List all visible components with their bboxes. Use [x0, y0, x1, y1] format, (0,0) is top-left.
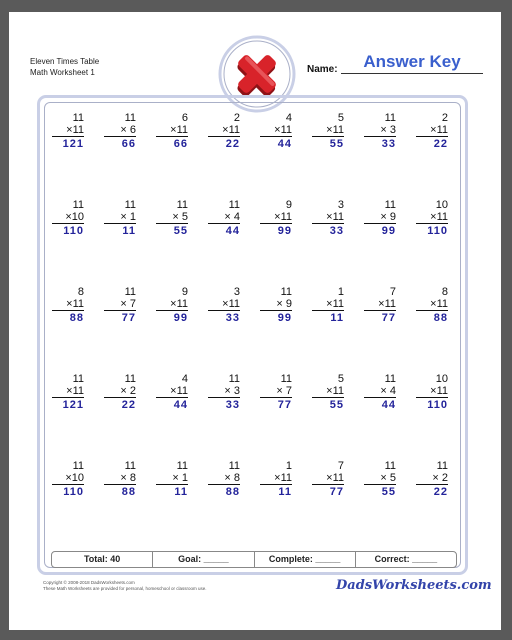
problem-top-factor: 9 — [285, 199, 292, 211]
problem-top-factor: 3 — [337, 199, 344, 211]
problem-top-factor: 11 — [436, 460, 448, 472]
brand-logo: DadsWorksheets.com — [336, 578, 492, 593]
multiplication-problem — [196, 286, 248, 373]
multiplication-problem — [404, 112, 456, 199]
problem-answer: 110 — [427, 399, 448, 411]
problem-top-factor: 7 — [337, 460, 344, 472]
problem-bottom-factor: × 4 — [364, 385, 396, 398]
problem-top-factor: 8 — [77, 286, 84, 298]
multiplication-problem — [300, 460, 352, 547]
problem-answer: 88 — [69, 312, 84, 324]
problem-answer: 22 — [433, 486, 448, 498]
problem-bottom-factor: × 3 — [364, 124, 396, 137]
problem-answer: 77 — [329, 486, 344, 498]
multiplication-problem — [300, 286, 352, 373]
problem-top-factor: 8 — [441, 286, 448, 298]
problem-bottom-factor: ×10 — [52, 472, 84, 485]
problem-bottom-factor: × 7 — [104, 298, 136, 311]
multiplication-problem — [196, 373, 248, 460]
problem-top-factor: 11 — [124, 112, 136, 124]
problem-top-factor: 11 — [176, 460, 188, 472]
multiplication-problem — [404, 286, 456, 373]
problem-answer: 66 — [121, 138, 136, 150]
problem-answer: 88 — [225, 486, 240, 498]
problem-top-factor: 6 — [181, 112, 188, 124]
problem-bottom-factor: ×11 — [364, 298, 396, 311]
problem-bottom-factor: × 5 — [156, 211, 188, 224]
problem-answer: 44 — [277, 138, 292, 150]
problem-answer: 11 — [330, 312, 344, 324]
problem-bottom-factor: ×11 — [208, 298, 240, 311]
multiplication-problem — [144, 112, 196, 199]
problem-top-factor: 11 — [280, 286, 292, 298]
problem-answer: 66 — [173, 138, 188, 150]
name-label: Name: — [307, 64, 338, 75]
multiplication-problem — [248, 199, 300, 286]
problem-bottom-factor: × 8 — [208, 472, 240, 485]
multiplication-problem — [352, 112, 404, 199]
problem-bottom-factor: ×11 — [312, 298, 344, 311]
problem-top-factor: 11 — [124, 373, 136, 385]
problem-bottom-factor: × 8 — [104, 472, 136, 485]
multiplication-problem — [404, 460, 456, 547]
multiplication-problem — [300, 199, 352, 286]
multiplication-problem — [404, 373, 456, 460]
problem-row — [40, 199, 456, 286]
problem-bottom-factor: × 7 — [260, 385, 292, 398]
problem-top-factor: 11 — [384, 112, 396, 124]
correct-field: Correct: _____ — [374, 554, 438, 564]
problem-bottom-factor: ×11 — [156, 124, 188, 137]
problem-bottom-factor: × 1 — [104, 211, 136, 224]
complete-field: Complete: _____ — [255, 552, 356, 567]
problem-top-factor: 11 — [228, 199, 240, 211]
problem-top-factor: 11 — [228, 460, 240, 472]
problem-top-factor: 2 — [233, 112, 240, 124]
problem-answer: 11 — [278, 486, 292, 498]
problem-bottom-factor: ×11 — [416, 385, 448, 398]
problem-bottom-factor: × 6 — [104, 124, 136, 137]
problem-bottom-factor: ×11 — [260, 472, 292, 485]
problem-bottom-factor: ×11 — [312, 124, 344, 137]
problem-top-factor: 3 — [233, 286, 240, 298]
multiplication-problem — [144, 373, 196, 460]
problem-answer: 77 — [381, 312, 396, 324]
problem-answer: 44 — [173, 399, 188, 411]
title-line: Eleven Times Table — [30, 57, 100, 66]
problem-bottom-factor: ×11 — [416, 298, 448, 311]
problem-answer: 55 — [381, 486, 396, 498]
multiplication-problem — [144, 286, 196, 373]
name-underline — [341, 73, 483, 74]
problem-top-factor: 11 — [72, 199, 84, 211]
problem-bottom-factor: ×11 — [312, 472, 344, 485]
multiplication-problem — [40, 460, 92, 547]
problem-top-factor: 11 — [384, 199, 396, 211]
subtitle-line: Math Worksheet 1 — [30, 68, 95, 77]
problem-bottom-factor: ×11 — [260, 124, 292, 137]
problem-bottom-factor: × 2 — [416, 472, 448, 485]
problem-top-factor: 9 — [181, 286, 188, 298]
problem-top-factor: 5 — [337, 373, 344, 385]
problem-top-factor: 11 — [124, 460, 136, 472]
problem-answer: 99 — [381, 225, 396, 237]
problem-answer: 77 — [121, 312, 136, 324]
multiplication-problem — [352, 460, 404, 547]
problem-top-factor: 7 — [389, 286, 396, 298]
problem-answer: 77 — [277, 399, 292, 411]
problem-top-factor: 11 — [124, 286, 136, 298]
problem-top-factor: 10 — [435, 199, 448, 211]
problem-answer: 22 — [433, 138, 448, 150]
problem-top-factor: 2 — [441, 112, 448, 124]
problem-row — [40, 112, 456, 199]
problem-bottom-factor: ×11 — [52, 124, 84, 137]
multiplication-problem — [92, 373, 144, 460]
problem-answer: 22 — [121, 399, 136, 411]
problem-bottom-factor: ×11 — [312, 211, 344, 224]
goal-field: Goal: _____ — [153, 552, 254, 567]
multiplication-problem — [196, 112, 248, 199]
problem-answer: 55 — [173, 225, 188, 237]
problem-row — [40, 286, 456, 373]
multiplication-problem — [92, 112, 144, 199]
multiplication-problem — [248, 460, 300, 547]
problem-bottom-factor: × 4 — [208, 211, 240, 224]
worksheet-title — [30, 56, 99, 78]
problem-answer: 11 — [122, 225, 136, 237]
problem-bottom-factor: ×11 — [156, 298, 188, 311]
multiplication-problem — [92, 460, 144, 547]
problem-answer: 99 — [173, 312, 188, 324]
copyright-line-2: These Math Worksheets are provided for personal, homeschool or classroom use. — [43, 586, 207, 591]
problem-answer: 110 — [63, 486, 84, 498]
problem-answer: 44 — [225, 225, 240, 237]
multiplication-problem — [144, 460, 196, 547]
multiplication-problem — [196, 460, 248, 547]
problem-answer: 110 — [63, 225, 84, 237]
multiplication-problem — [248, 373, 300, 460]
multiplication-problem — [404, 199, 456, 286]
problem-answer: 99 — [277, 312, 292, 324]
problem-bottom-factor: ×11 — [260, 211, 292, 224]
problem-bottom-factor: × 2 — [104, 385, 136, 398]
problem-answer: 33 — [225, 399, 240, 411]
problem-answer: 44 — [381, 399, 396, 411]
multiplication-problem — [40, 199, 92, 286]
problem-bottom-factor: ×11 — [208, 124, 240, 137]
problem-top-factor: 1 — [337, 286, 344, 298]
multiplication-problem — [352, 373, 404, 460]
problem-answer: 99 — [277, 225, 292, 237]
problem-top-factor: 11 — [176, 199, 188, 211]
problem-bottom-factor: ×10 — [52, 211, 84, 224]
problem-bottom-factor: ×11 — [416, 124, 448, 137]
score-box — [51, 551, 457, 568]
problem-top-factor: 4 — [285, 112, 292, 124]
multiplication-problem — [300, 373, 352, 460]
problem-top-factor: 11 — [384, 373, 396, 385]
problem-top-factor: 4 — [181, 373, 188, 385]
problem-answer: 110 — [427, 225, 448, 237]
problem-top-factor: 1 — [285, 460, 292, 472]
multiplication-problem — [196, 199, 248, 286]
problem-answer: 55 — [329, 399, 344, 411]
problem-top-factor: 5 — [337, 112, 344, 124]
multiplication-problem — [300, 112, 352, 199]
problem-bottom-factor: ×11 — [312, 385, 344, 398]
total-field: Total: 40 — [52, 552, 153, 567]
problem-bottom-factor: × 5 — [364, 472, 396, 485]
multiplication-problem — [248, 286, 300, 373]
multiplication-problem — [40, 373, 92, 460]
problem-answer: 55 — [329, 138, 344, 150]
multiplication-problem — [92, 199, 144, 286]
multiplication-problem — [40, 112, 92, 199]
copyright-notice — [43, 580, 207, 592]
problem-bottom-factor: × 9 — [364, 211, 396, 224]
problem-top-factor: 11 — [228, 373, 240, 385]
multiplication-problem — [352, 199, 404, 286]
multiplication-problem — [40, 286, 92, 373]
problem-answer: 33 — [329, 225, 344, 237]
problem-top-factor: 11 — [280, 373, 292, 385]
problem-answer: 33 — [381, 138, 396, 150]
multiplication-problem — [144, 199, 196, 286]
problem-row — [40, 460, 456, 547]
problem-top-factor: 10 — [435, 373, 448, 385]
answer-key-text: Answer Key — [363, 52, 461, 71]
problems-grid — [40, 112, 456, 547]
problem-bottom-factor: ×11 — [156, 385, 188, 398]
problem-answer: 22 — [225, 138, 240, 150]
multiplication-problem — [92, 286, 144, 373]
problem-bottom-factor: × 1 — [156, 472, 188, 485]
problem-answer: 121 — [62, 399, 84, 411]
multiplication-problem — [248, 112, 300, 199]
problem-answer: 33 — [225, 312, 240, 324]
problem-top-factor: 11 — [72, 112, 84, 124]
problem-bottom-factor: ×11 — [52, 298, 84, 311]
problem-top-factor: 11 — [72, 460, 84, 472]
problem-bottom-factor: ×11 — [52, 385, 84, 398]
problem-answer: 88 — [121, 486, 136, 498]
problem-answer: 11 — [174, 486, 188, 498]
problem-bottom-factor: ×11 — [416, 211, 448, 224]
problem-bottom-factor: × 3 — [208, 385, 240, 398]
problem-bottom-factor: × 9 — [260, 298, 292, 311]
problem-top-factor: 11 — [72, 373, 84, 385]
problem-answer: 121 — [62, 138, 84, 150]
multiplication-problem — [352, 286, 404, 373]
copyright-line-1: Copyright © 2008-2018 DadsWorksheets.com — [43, 580, 135, 585]
problem-top-factor: 11 — [124, 199, 136, 211]
problem-answer: 88 — [433, 312, 448, 324]
problem-row — [40, 373, 456, 460]
problem-top-factor: 11 — [384, 460, 396, 472]
